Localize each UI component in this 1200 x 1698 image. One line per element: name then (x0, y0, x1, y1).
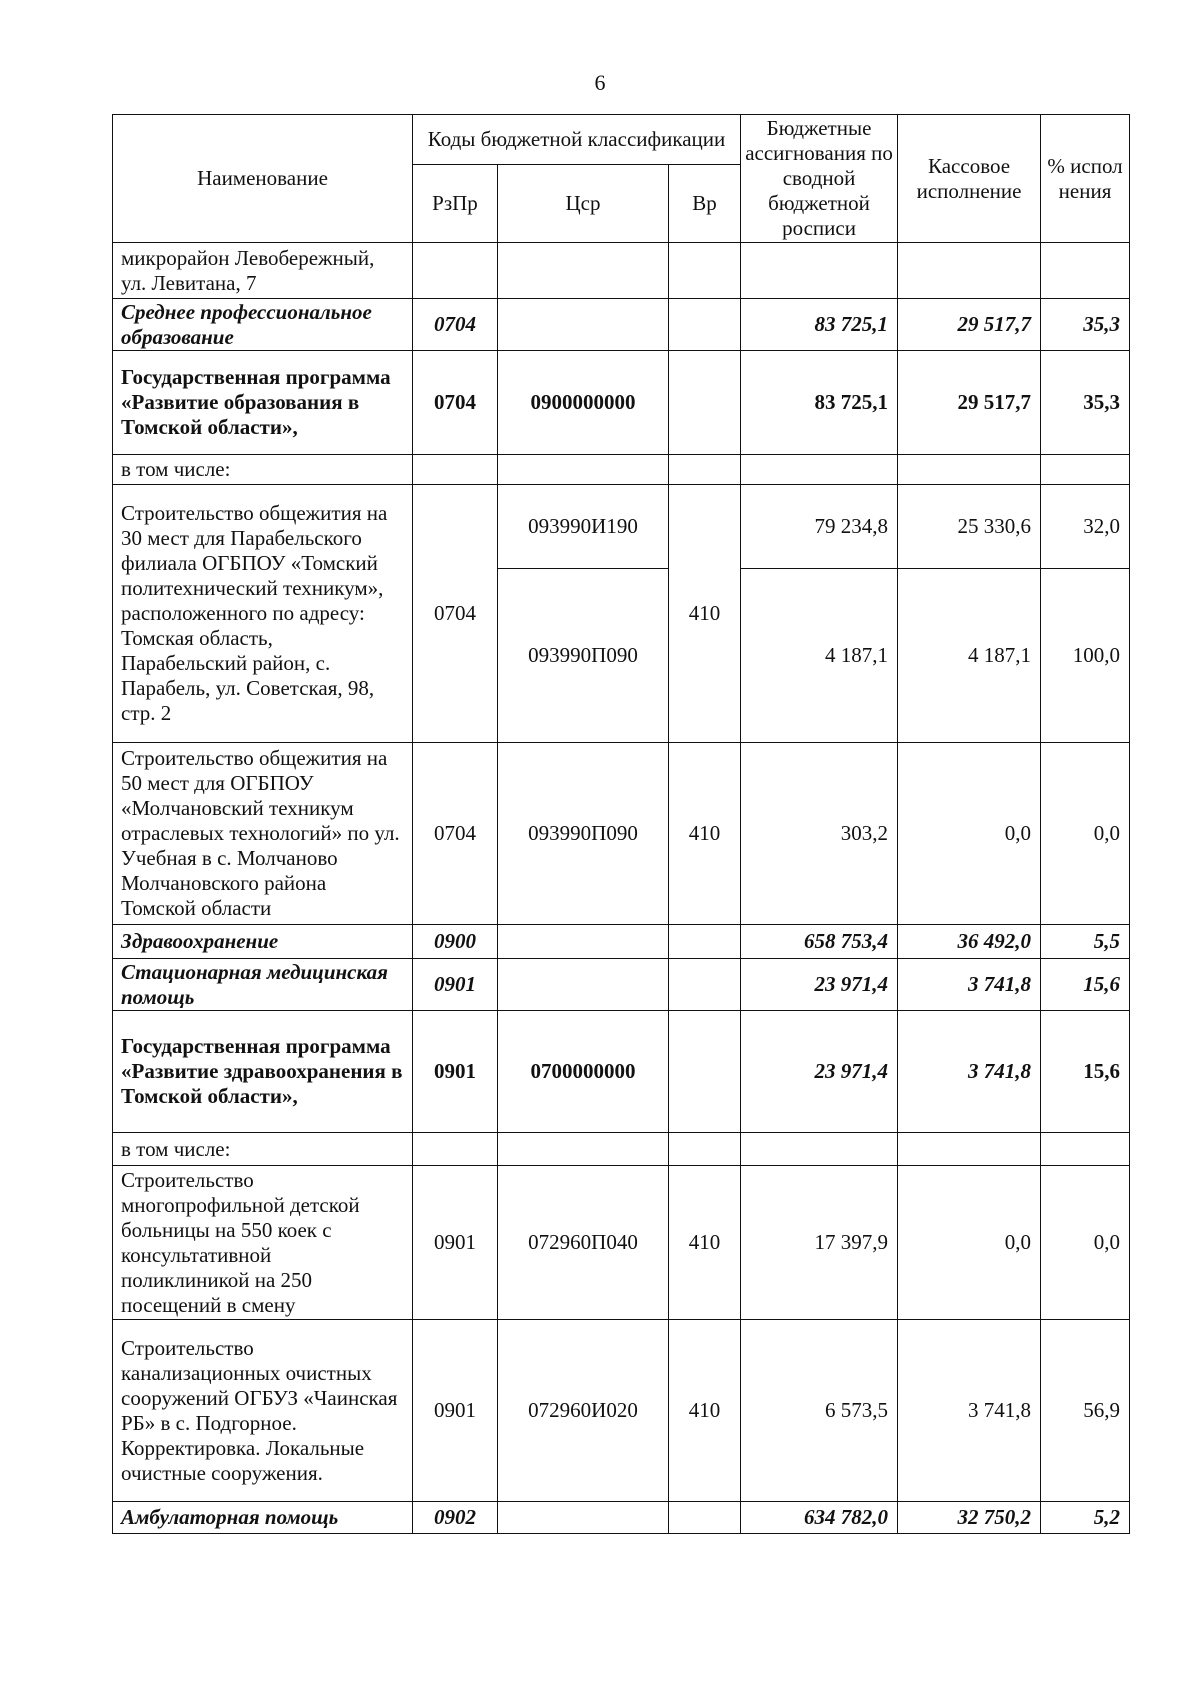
row-name: Здравоохранение (113, 925, 413, 959)
row-budget: 658 753,4 (741, 925, 898, 959)
row-name: в том числе: (113, 455, 413, 485)
row-rzpr (413, 455, 498, 485)
row-name: Строительство общежития на 30 мест для Парабельского филиала ОГБПОУ «Томский политехнический техникум», расположенного по адресу: Томская область, Парабельский район, с. Парабель, ул. Советская, 98, стр. 2 (113, 485, 413, 743)
row-vr (669, 959, 741, 1011)
row-kassa: 25 330,6 (898, 485, 1041, 569)
row-pct: 15,6 (1041, 1011, 1130, 1133)
row-pct: 32,0 (1041, 485, 1130, 569)
row-pct: 35,3 (1041, 299, 1130, 351)
row-name: Строительство общежития на 50 мест для ОГБПОУ «Молчановский техникум отраслевых технологий» по ул. Учебная в с. Молчаново Молчановского района Томской области (113, 743, 413, 925)
row-csr: 0900000000 (498, 351, 669, 455)
table-row (113, 925, 1130, 959)
header-codes: Коды бюджетной классификации (413, 115, 741, 165)
row-csr (498, 959, 669, 1011)
row-budget: 6 573,5 (741, 1320, 898, 1502)
header-csr: Цср (498, 165, 669, 243)
row-csr (498, 299, 669, 351)
row-kassa (898, 243, 1041, 299)
row-rzpr: 0704 (413, 351, 498, 455)
row-rzpr: 0901 (413, 1320, 498, 1502)
row-name: Государственная программа «Развитие здравоохранения в Томской области», (113, 1011, 413, 1133)
page-number: 6 (594, 70, 606, 95)
row-name: Среднее профессиональное образование (113, 299, 413, 351)
row-budget: 23 971,4 (741, 1011, 898, 1133)
row-vr (669, 1011, 741, 1133)
table-row (113, 485, 1130, 569)
row-pct: 5,5 (1041, 925, 1130, 959)
header-percent: % испол нения (1041, 115, 1130, 243)
row-rzpr: 0704 (413, 485, 498, 743)
row-vr: 410 (669, 1166, 741, 1320)
row-csr: 093990П090 (498, 569, 669, 743)
row-name: Строительство многопрофильной детской больницы на 550 коек с консультативной поликлиникой на 250 посещений в смену (113, 1166, 413, 1320)
row-rzpr (413, 243, 498, 299)
row-vr: 410 (669, 743, 741, 925)
table-row (113, 743, 1130, 925)
row-csr: 072960П040 (498, 1166, 669, 1320)
row-vr (669, 1133, 741, 1166)
table-row (113, 1502, 1130, 1534)
row-rzpr: 0704 (413, 299, 498, 351)
row-budget: 17 397,9 (741, 1166, 898, 1320)
row-name: Стационарная медицинская помощь (113, 959, 413, 1011)
table-row (113, 1133, 1130, 1166)
row-pct: 0,0 (1041, 1166, 1130, 1320)
row-kassa: 0,0 (898, 743, 1041, 925)
row-rzpr (413, 1133, 498, 1166)
row-csr (498, 1133, 669, 1166)
row-name: Государственная программа «Развитие образования в Томской области», (113, 351, 413, 455)
row-rzpr: 0901 (413, 1011, 498, 1133)
table-row (113, 455, 1130, 485)
row-csr: 093990П090 (498, 743, 669, 925)
row-rzpr: 0902 (413, 1502, 498, 1534)
row-csr: 093990И190 (498, 485, 669, 569)
row-budget: 83 725,1 (741, 299, 898, 351)
row-name: в том числе: (113, 1133, 413, 1166)
row-budget: 83 725,1 (741, 351, 898, 455)
row-csr: 0700000000 (498, 1011, 669, 1133)
row-vr: 410 (669, 1320, 741, 1502)
row-csr (498, 243, 669, 299)
row-csr (498, 925, 669, 959)
row-pct (1041, 243, 1130, 299)
row-budget: 79 234,8 (741, 485, 898, 569)
row-kassa: 4 187,1 (898, 569, 1041, 743)
header-row-top (113, 115, 1130, 165)
row-csr (498, 455, 669, 485)
row-kassa: 3 741,8 (898, 1011, 1041, 1133)
row-rzpr: 0900 (413, 925, 498, 959)
row-pct: 100,0 (1041, 569, 1130, 743)
row-pct: 15,6 (1041, 959, 1130, 1011)
row-budget: 23 971,4 (741, 959, 898, 1011)
row-budget (741, 243, 898, 299)
table-row (113, 351, 1130, 455)
row-budget: 634 782,0 (741, 1502, 898, 1534)
row-budget: 303,2 (741, 743, 898, 925)
row-pct: 35,3 (1041, 351, 1130, 455)
row-kassa (898, 1133, 1041, 1166)
table-row (113, 959, 1130, 1011)
row-csr: 072960И020 (498, 1320, 669, 1502)
table-row (113, 243, 1130, 299)
row-rzpr: 0901 (413, 1166, 498, 1320)
row-kassa: 29 517,7 (898, 351, 1041, 455)
row-budget (741, 455, 898, 485)
header-budget: Бюджетные ассигнования по сводной бюджетной росписи (741, 115, 898, 243)
budget-table (112, 114, 1130, 1534)
row-rzpr: 0704 (413, 743, 498, 925)
row-pct (1041, 455, 1130, 485)
row-pct: 0,0 (1041, 743, 1130, 925)
row-kassa: 32 750,2 (898, 1502, 1041, 1534)
row-rzpr: 0901 (413, 959, 498, 1011)
row-kassa (898, 455, 1041, 485)
row-csr (498, 1502, 669, 1534)
row-kassa: 3 741,8 (898, 1320, 1041, 1502)
row-budget (741, 1133, 898, 1166)
row-kassa: 29 517,7 (898, 299, 1041, 351)
header-vr: Вр (669, 165, 741, 243)
table-row (113, 1320, 1130, 1502)
table-row (113, 1166, 1130, 1320)
header-kassa: Кассовое исполнение (898, 115, 1041, 243)
row-name: Амбулаторная помощь (113, 1502, 413, 1534)
row-name: микрорайон Левобережный, ул. Левитана, 7 (113, 243, 413, 299)
row-vr (669, 299, 741, 351)
header-name: Наименование (113, 115, 413, 243)
row-vr (669, 243, 741, 299)
header-rzpr: РзПр (413, 165, 498, 243)
row-pct (1041, 1133, 1130, 1166)
row-vr: 410 (669, 485, 741, 743)
table-row (113, 299, 1130, 351)
row-pct: 5,2 (1041, 1502, 1130, 1534)
row-pct: 56,9 (1041, 1320, 1130, 1502)
row-vr (669, 351, 741, 455)
row-vr (669, 455, 741, 485)
row-name: Строительство канализационных очистных сооружений ОГБУЗ «Чаинская РБ» в с. Подгорное. Корректировка. Локальные очистные сооружения. (113, 1320, 413, 1502)
row-kassa: 36 492,0 (898, 925, 1041, 959)
row-kassa: 0,0 (898, 1166, 1041, 1320)
row-vr (669, 925, 741, 959)
table-row (113, 1011, 1130, 1133)
row-vr (669, 1502, 741, 1534)
row-budget: 4 187,1 (741, 569, 898, 743)
row-kassa: 3 741,8 (898, 959, 1041, 1011)
